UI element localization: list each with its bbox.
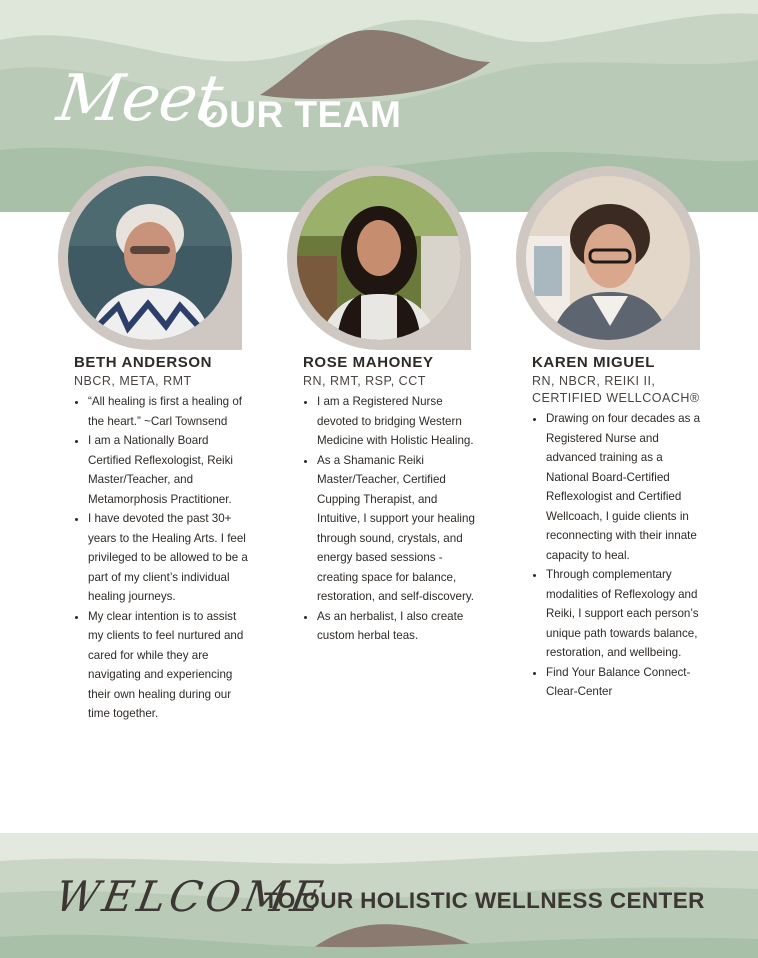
bio-bullet: • Drawing on four decades as a Registered Nurse and advanced training as a National Board-Certified Reflexologist and Certified Wellcoach, I guide clients in reconnecting with their innate capacity to heal. [546,409,706,565]
header [52,62,478,152]
bio-bullet: • I am a Registered Nurse devoted to bridging Western Medicine with Holistic Healing. [317,392,477,451]
bio-bullet: • I am a Nationally Board Certified Reflexologist, Reiki Master/Teacher, and Metamorphosis Practitioner. [88,431,248,509]
footer [51,872,736,932]
bio-bullet: • As an herbalist, I also create custom herbal teas. [317,607,477,646]
member-name: ROSE MAHONEY [303,354,434,371]
photo-frame [516,166,700,350]
welcome-script-heading: WELCOME [51,872,331,921]
bio-bullet: • As a Shamanic Reiki Master/Teacher, Certified Cupping Therapist, and Intuitive, I support your healing through sound, crystals, and energy based sessions - creating space for balance, restoration, and self-discovery. [317,451,477,607]
portrait-photo-beth [68,176,232,340]
member-bio-list [303,392,477,646]
member-bio-list [74,392,248,724]
bio-bullet: • Find Your Balance Connect-Clear-Center [546,663,706,702]
meet-script-heading: Meet [52,62,227,136]
portrait-photo-rose [297,176,461,340]
portrait-photo-karen [526,176,690,340]
bio-bullet: • I have devoted the past 30+ years to the Healing Arts. I feel privileged to be allowed to be a part of my client’s individual healing journeys. [88,509,248,607]
member-credentials [74,373,244,390]
member-name: BETH ANDERSON [74,354,213,371]
member-credentials [303,373,473,390]
bio-bullet: • “All healing is first a healing of the heart.” ~Carl Townsend [88,392,248,431]
page-title: OUR TEAM [200,94,402,135]
credential-line: CERTIFIED WELLCOACH® [532,391,700,405]
footer-title: TO OUR HOLISTIC WELLNESS CENTER [264,888,705,913]
team-member-rose [287,166,473,646]
credential-line: NBCR, META, RMT [74,374,192,388]
team-member-beth [58,166,248,724]
member-name: KAREN MIGUEL [532,354,656,371]
photo-frame [287,166,471,350]
member-bio-list [532,409,706,702]
photo-frame [58,166,242,350]
credential-line: RN, RMT, RSP, CCT [303,374,426,388]
bio-bullet: • My clear intention is to assist my clients to feel nurtured and cared for while they are navigating and experiencing their own healing during our time together. [88,607,248,724]
member-credentials [532,373,702,407]
credential-line: RN, NBCR, REIKI II, [532,374,656,388]
team-member-karen [516,166,702,702]
bio-bullet: • Through complementary modalities of Reflexology and Reiki, I support each person’s unique path towards balance, restoration, and wellbeing. [546,565,706,663]
